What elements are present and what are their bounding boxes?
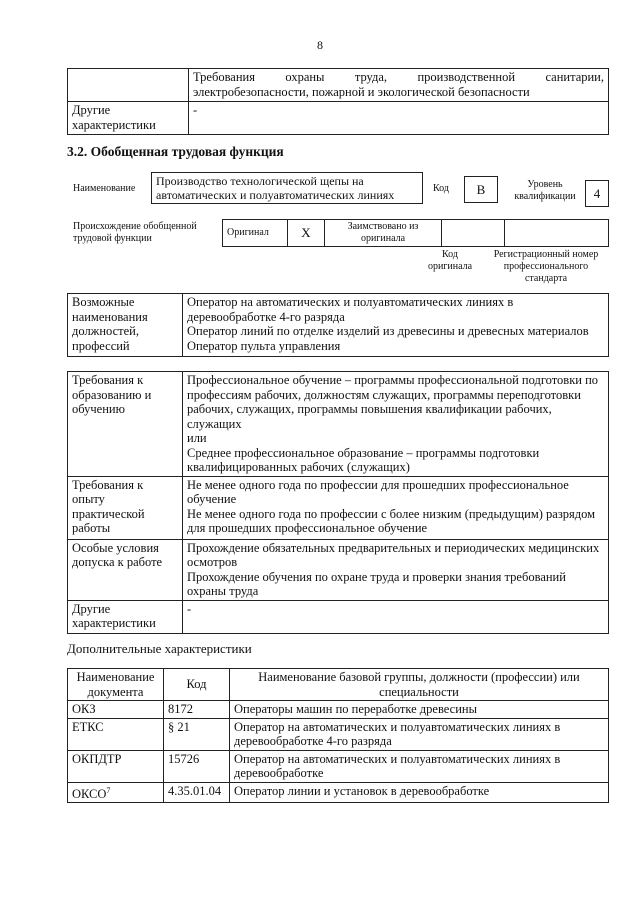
function-name-box (151, 172, 423, 204)
requirement-line: или (187, 431, 207, 445)
original-mark: X (288, 220, 325, 247)
header-code: Код (164, 669, 230, 701)
table-row (68, 539, 609, 600)
position-item: Оператор пульта управления (187, 338, 341, 353)
code-original-caption: Код оригинала (427, 249, 473, 272)
table-row (68, 69, 609, 102)
admission-values (183, 539, 609, 600)
code-value-box (464, 176, 498, 203)
reg-number-cell (505, 220, 609, 247)
name-cell: Операторы машин по переработке древесины (230, 701, 609, 719)
education-label: Требования к образованию и обучению (68, 372, 183, 477)
admission-label: Особые условия допуска к работе (68, 539, 183, 600)
origin-table (222, 219, 609, 247)
requirement-line: Не менее одного года по профессии с более низким (предыдущим) разрядом для прошедших профессиональное обучение (187, 506, 596, 535)
table-row (68, 782, 609, 803)
header-name: Наименование базовой группы, должности (профессии) или специальности (230, 669, 609, 701)
table-row (68, 372, 609, 477)
education-values (183, 372, 609, 477)
function-name-text: Производство технологической щепы на автоматических и полуавтоматических линиях (156, 174, 395, 202)
code-cell: 8172 (164, 701, 230, 719)
position-item: Оператор линий по отделке изделий из древесины и древесных материалов (187, 324, 589, 338)
reg-number-caption: Регистрационный номер профессионального стандарта (493, 249, 599, 284)
requirement-line: Среднее профессиональное образование – программы подготовки квалифицированных рабочих (служащих) (187, 445, 540, 474)
doc-cell (68, 782, 164, 803)
doc-cell: ОКЗ (68, 701, 164, 719)
table-header-row (68, 669, 609, 701)
positions-values (183, 294, 609, 357)
name-label: Наименование (73, 183, 136, 194)
level-label: Уровень квалификации (514, 179, 576, 202)
experience-values (183, 476, 609, 539)
table-row (68, 294, 609, 357)
header-document: Наименование документа (68, 669, 164, 701)
doc-cell: ОКПДТР (68, 750, 164, 782)
experience-label: Требования к опыту практической работы (68, 476, 183, 539)
doc-cell: ЕТКС (68, 718, 164, 750)
borrowed-label: Заимствовано из оригинала (325, 220, 442, 247)
table-row (68, 701, 609, 719)
additional-heading: Дополнительные характеристики (67, 641, 252, 656)
name-cell: Оператор на автоматических и полуавтоматических линиях в деревообработке (230, 750, 609, 782)
table-row (68, 750, 609, 782)
requirements-table (67, 371, 609, 634)
position-item: Оператор на автоматических и полуавтоматических линиях в деревообработке 4-го разряда (187, 295, 514, 324)
code-value: B (476, 182, 486, 197)
level-value: 4 (593, 186, 601, 201)
footnote-ref: 7 (106, 785, 111, 795)
code-original-cell (442, 220, 505, 247)
original-label: Оригинал (223, 220, 288, 247)
requirement-line: Прохождение обязательных предварительных и периодических медицинских осмотров (187, 540, 600, 569)
requirement-line: Профессиональное обучение – программы профессиональной подготовки по профессиям рабочих, должностям служащих, программы переподготовки рабочих, служащих, программы повышения квалификации рабочих, служащих (187, 373, 599, 431)
code-cell: § 21 (164, 718, 230, 750)
code-cell: 4.35.01.04 (164, 782, 230, 803)
safety-requirements-text: Требования охраны труда, производственной санитарии, электробезопасности, пожарной и экологической безопасности (189, 69, 609, 102)
additional-characteristics-table (67, 668, 609, 803)
table-row (68, 102, 609, 135)
requirement-line: Не менее одного года по профессии для прошедших профессиональное обучение (187, 477, 569, 506)
table-row (68, 718, 609, 750)
requirement-line: - (187, 601, 192, 616)
section-heading: 3.2. Обобщенная трудовая функция (67, 144, 284, 159)
doc-text: ОКСО (72, 786, 107, 801)
other-label: Другие характеристики (68, 600, 183, 633)
positions-label: Возможные наименования должностей, профессий (68, 294, 183, 357)
top-characteristics-table (67, 68, 609, 135)
origin-label: Происхождение обобщенной трудовой функции (73, 221, 197, 244)
code-label: Код (433, 183, 449, 194)
other-characteristics-value: - (189, 102, 609, 135)
requirement-line: Прохождение обучения по охране труда и проверки знания требований охраны труда (187, 569, 566, 598)
name-cell: Оператор линии и установок в деревообработке (230, 782, 609, 803)
table-row (68, 600, 609, 633)
positions-table (67, 293, 609, 357)
other-values (183, 600, 609, 633)
level-value-box (585, 180, 609, 207)
code-cell: 15726 (164, 750, 230, 782)
table-row (68, 476, 609, 539)
other-characteristics-label: Другие характеристики (68, 102, 189, 135)
page-number: 8 (317, 38, 323, 52)
name-cell: Оператор на автоматических и полуавтоматических линиях в деревообработке 4-го разряда (230, 718, 609, 750)
